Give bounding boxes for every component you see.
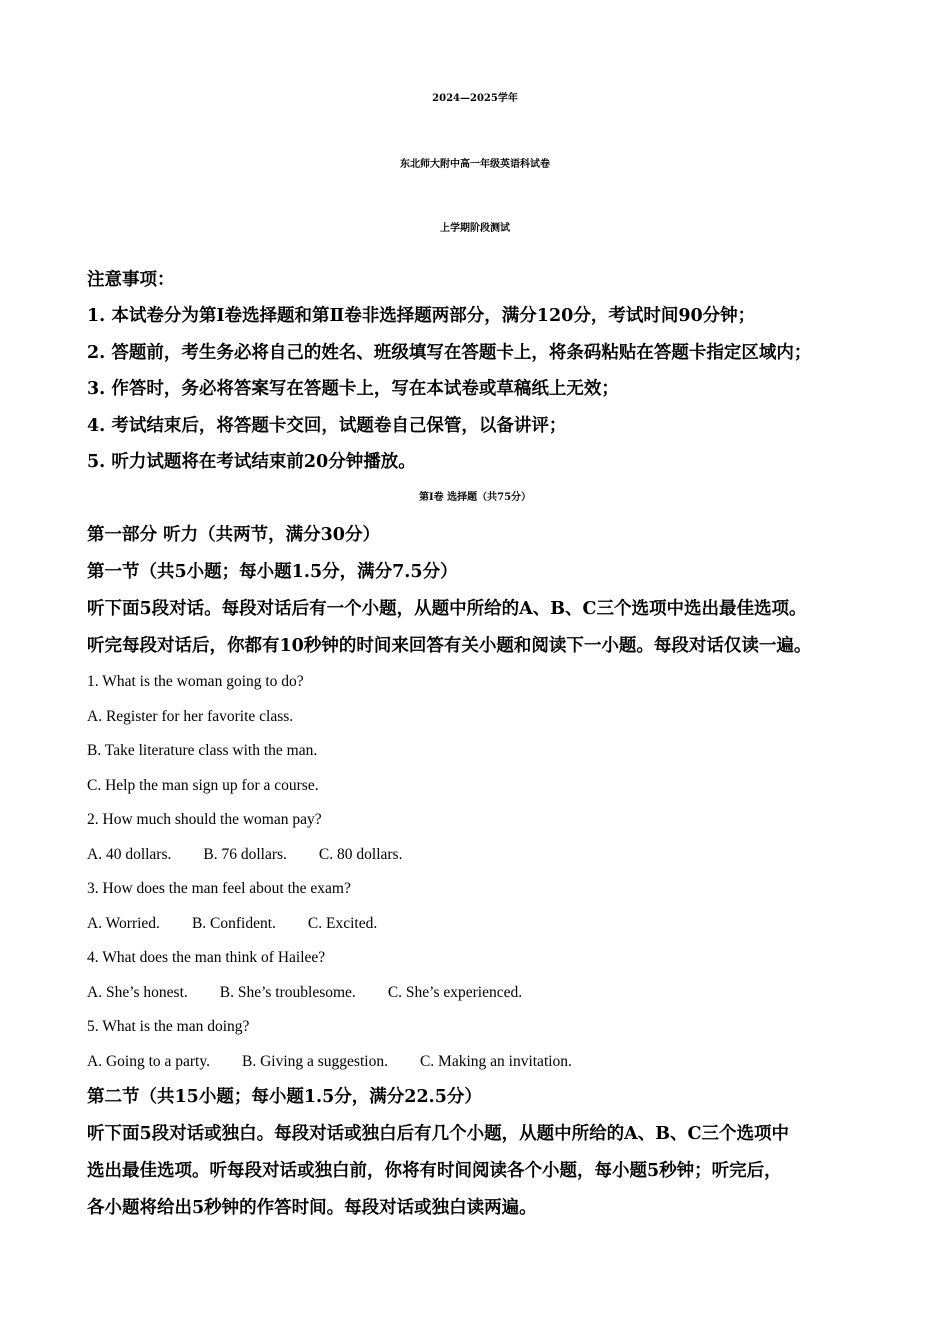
question-2-option-b: B. 76 dollars. (203, 846, 287, 863)
notice-item-2: 2. 答题前，考生务必将自己的姓名、班级填写在答题卡上，将条码粘贴在答题卡指定区域内； (87, 343, 812, 363)
question-3-option-c: C. Excited. (307, 915, 378, 932)
notice-item-5: 5. 听力试题将在考试结束前20分钟播放。 (87, 452, 416, 472)
notice-item-1: 1. 本试卷分为第Ⅰ卷选择题和第Ⅱ卷非选择题两部分，满分120分，考试时间90分钟； (87, 306, 756, 326)
question-3: 3. How does the man feel about the exam? (87, 880, 351, 897)
section2-heading: 第二节（共15小题；每小题1.5分，满分22.5分） (87, 1087, 482, 1107)
question-3-options (87, 913, 377, 935)
question-5-options (87, 1051, 572, 1073)
question-4-option-b: B. She’s troublesome. (219, 984, 356, 1001)
notice-item-3: 3. 作答时，务必将答案写在答题卡上，写在本试卷或草稿纸上无效； (87, 379, 619, 399)
question-1-option-a: A. Register for her favorite class. (87, 708, 294, 725)
section1-instruction-2: 听完每段对话后，你都有10秒钟的时间来回答有关小题和阅读下一小题。每段对话仅读一遍。 (87, 636, 812, 656)
notice-heading: 注意事项： (87, 270, 175, 290)
question-4-option-a: A. She’s honest. (87, 984, 188, 1001)
part1-heading: 第一部分 听力（共两节，满分30分） (87, 525, 380, 545)
question-3-option-a: A. Worried. (87, 915, 160, 932)
question-1: 1. What is the woman going to do? (87, 673, 304, 690)
question-4: 4. What does the man think of Hailee? (87, 949, 326, 966)
section2-instruction-1: 听下面5段对话或独白。每段对话或独白后有几个小题，从题中所给的A、B、C三个选项中 (87, 1124, 789, 1144)
section1-instruction-1: 听下面5段对话。每段对话后有一个小题，从题中所给的A、B、C三个选项中选出最佳选项。 (87, 599, 807, 619)
exam-school-title: 东北师大附中高一年级英语科试卷 (400, 159, 550, 170)
notice-item-4: 4. 考试结束后，将答题卡交回，试题卷自己保管，以备讲评； (87, 416, 567, 436)
section2-instruction-2: 选出最佳选项。听每段对话或独白前，你将有时间阅读各个小题，每小题5秒钟；听完后， (87, 1161, 782, 1181)
question-2: 2. How much should the woman pay? (87, 811, 322, 828)
question-2-options (87, 844, 402, 866)
exam-subtitle: 上学期阶段测试 (440, 223, 510, 234)
question-5-option-c: C. Making an invitation. (419, 1053, 572, 1070)
section2-instruction-3: 各小题将给出5秒钟的作答时间。每段对话或独白读两遍。 (87, 1198, 537, 1218)
question-1-option-c: C. Help the man sign up for a course. (87, 777, 319, 794)
question-4-options (87, 982, 522, 1004)
question-5: 5. What is the man doing? (87, 1018, 250, 1035)
question-2-option-c: C. 80 dollars. (318, 846, 403, 863)
question-2-option-a: A. 40 dollars. (87, 846, 172, 863)
question-5-option-b: B. Giving a suggestion. (241, 1053, 388, 1070)
section1-heading: 第一节（共5小题；每小题1.5分，满分7.5分） (87, 562, 458, 582)
question-5-option-a: A. Going to a party. (87, 1053, 210, 1070)
question-1-option-b: B. Take literature class with the man. (87, 742, 318, 759)
question-4-option-c: C. She’s experienced. (387, 984, 523, 1001)
volume1-title: 第Ⅰ卷 选择题（共75分） (418, 492, 532, 503)
exam-year: 2024—2025学年 (432, 93, 518, 104)
question-3-option-b: B. Confident. (191, 915, 276, 932)
